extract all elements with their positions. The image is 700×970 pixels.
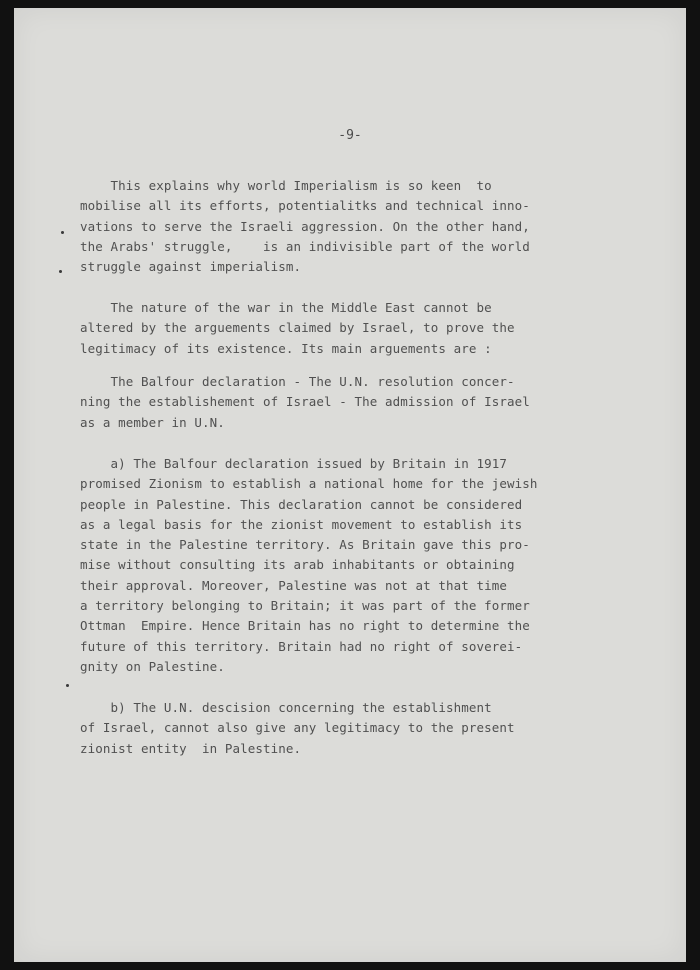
text-line: a) The Balfour declaration issued by Britain in 1917 — [80, 456, 508, 471]
document-page — [14, 8, 686, 962]
text-line: mise without consulting its arab inhabitants or obtaining — [80, 557, 515, 573]
text-line: legitimacy of its existence. Its main arguements are : — [80, 340, 492, 356]
text-line: zionist entity in Palestine. — [80, 740, 302, 756]
text-line: a territory belonging to Britain; it was part of the former — [80, 598, 530, 614]
text-line: b) The U.N. descision concerning the establishment — [80, 700, 492, 715]
paragraph-3 — [80, 372, 620, 433]
text-line: of Israel, cannot also give any legitimacy to the present — [80, 720, 515, 736]
text-line: as a legal basis for the zionist movement to establish its — [80, 516, 523, 532]
text-line: their approval. Moreover, Palestine was not at that time — [80, 577, 508, 593]
text-line: the Arabs' struggle, is an indivisible part of the world — [80, 238, 530, 254]
paragraph-2 — [80, 298, 620, 359]
text-line: The Balfour declaration - The U.N. resolution concer- — [80, 374, 515, 389]
margin-mark — [59, 270, 62, 273]
page-number: -9- — [338, 128, 362, 143]
margin-mark — [66, 684, 69, 687]
text-line: altered by the arguements claimed by Israel, to prove the — [80, 320, 515, 336]
text-line: people in Palestine. This declaration cannot be considered — [80, 496, 523, 512]
paragraph-5 — [80, 698, 620, 759]
text-line: state in the Palestine territory. As Britain gave this pro- — [80, 537, 530, 553]
margin-mark — [61, 231, 64, 234]
text-line: Ottman Empire. Hence Britain has no right to determine the — [80, 618, 530, 634]
text-line: This explains why world Imperialism is so keen to — [80, 178, 492, 193]
text-line: as a member in U.N. — [80, 414, 225, 430]
text-line: promised Zionism to establish a national home for the jewish — [80, 476, 538, 492]
text-line: ning the establishement of Israel - The admission of Israel — [80, 394, 530, 410]
text-line: mobilise all its efforts, potentialitks and technical inno- — [80, 198, 530, 214]
paragraph-1 — [80, 176, 620, 277]
text-line: struggle against imperialism. — [80, 259, 302, 275]
text-line: vations to serve the Israeli aggression. On the other hand, — [80, 218, 530, 234]
text-line: gnity on Palestine. — [80, 658, 225, 674]
text-line: future of this territory. Britain had no right of soverei- — [80, 638, 523, 654]
text-line: The nature of the war in the Middle East cannot be — [80, 300, 492, 315]
paragraph-4 — [80, 454, 620, 677]
